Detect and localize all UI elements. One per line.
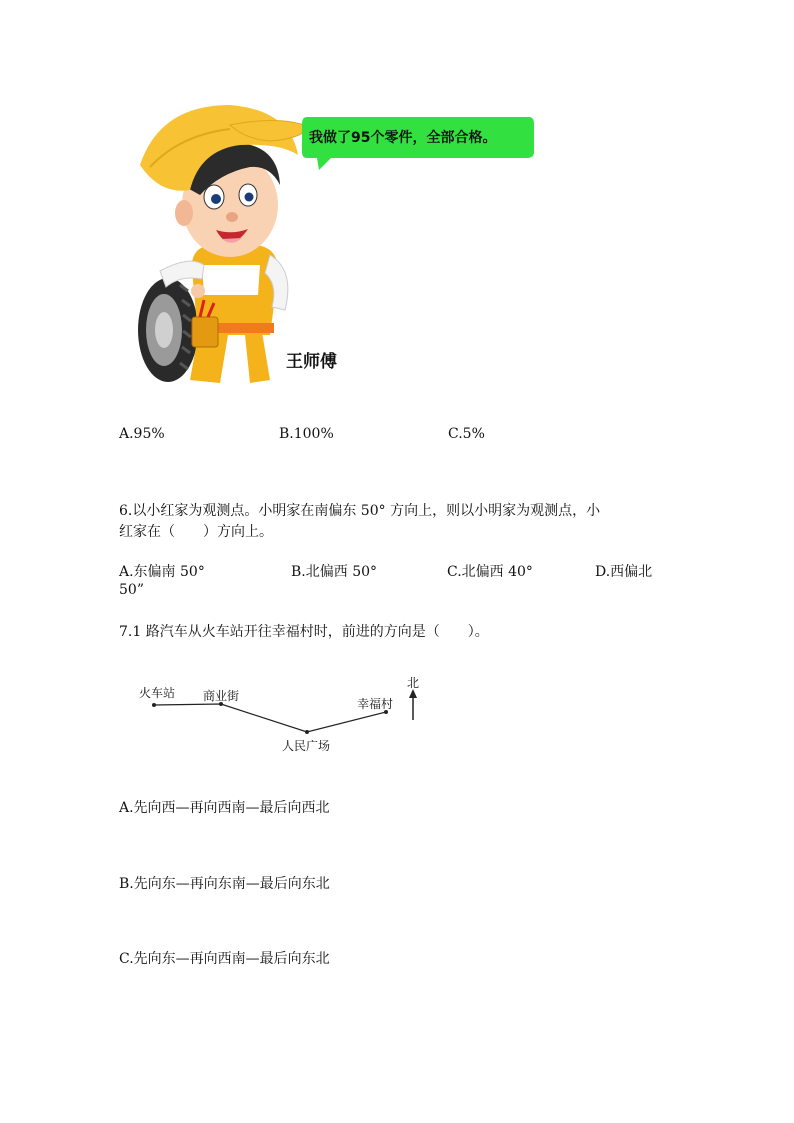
route-map [135,672,435,762]
q5-option-b[interactable]: B.100% [279,426,334,442]
label-xingfu-village: 幸福村 [357,697,394,711]
q7-question: 7.1 路汽车从火车站开往幸福村时，前进的方向是（ ）。 [119,624,489,640]
q5-option-a[interactable]: A.95% [119,426,165,442]
label-peoples-square: 人民广场 [282,739,331,753]
label-business-street: 商业街 [203,689,240,703]
q7-option-a[interactable]: A.先向西—再向西南—最后向西北 [119,800,330,816]
q6-option-b[interactable]: B.北偏西 50° [291,564,378,580]
square-dot [305,730,309,734]
q7-option-c[interactable]: C.先向东—再向西南—最后向东北 [119,951,330,967]
q5-option-c[interactable]: C.5% [448,426,485,442]
q7-option-b[interactable]: B.先向东—再向东南—最后向东北 [119,876,330,892]
label-train-station: 火车站 [139,686,176,700]
speech-bubble [283,114,535,172]
q6-option-d[interactable]: D.西偏北 [595,564,653,580]
worker-name: 王师傅 [286,352,337,372]
speech-text: 我做了95个零件，全部合格。 [309,130,497,146]
q6-question-line1: 6.以小红家为观测点。小明家在南偏东 50° 方向上，则以小明家为观测点，小 [119,503,601,519]
q6-question-line2: 红家在（ ）方向上。 [119,524,273,540]
q6-option-d-wrap: 50” [119,582,144,598]
q6-option-a[interactable]: A.东偏南 50° [119,564,205,580]
station-dot [152,703,156,707]
label-north: 北 [407,676,420,690]
q6-option-c[interactable]: C.北偏西 40° [447,564,533,580]
